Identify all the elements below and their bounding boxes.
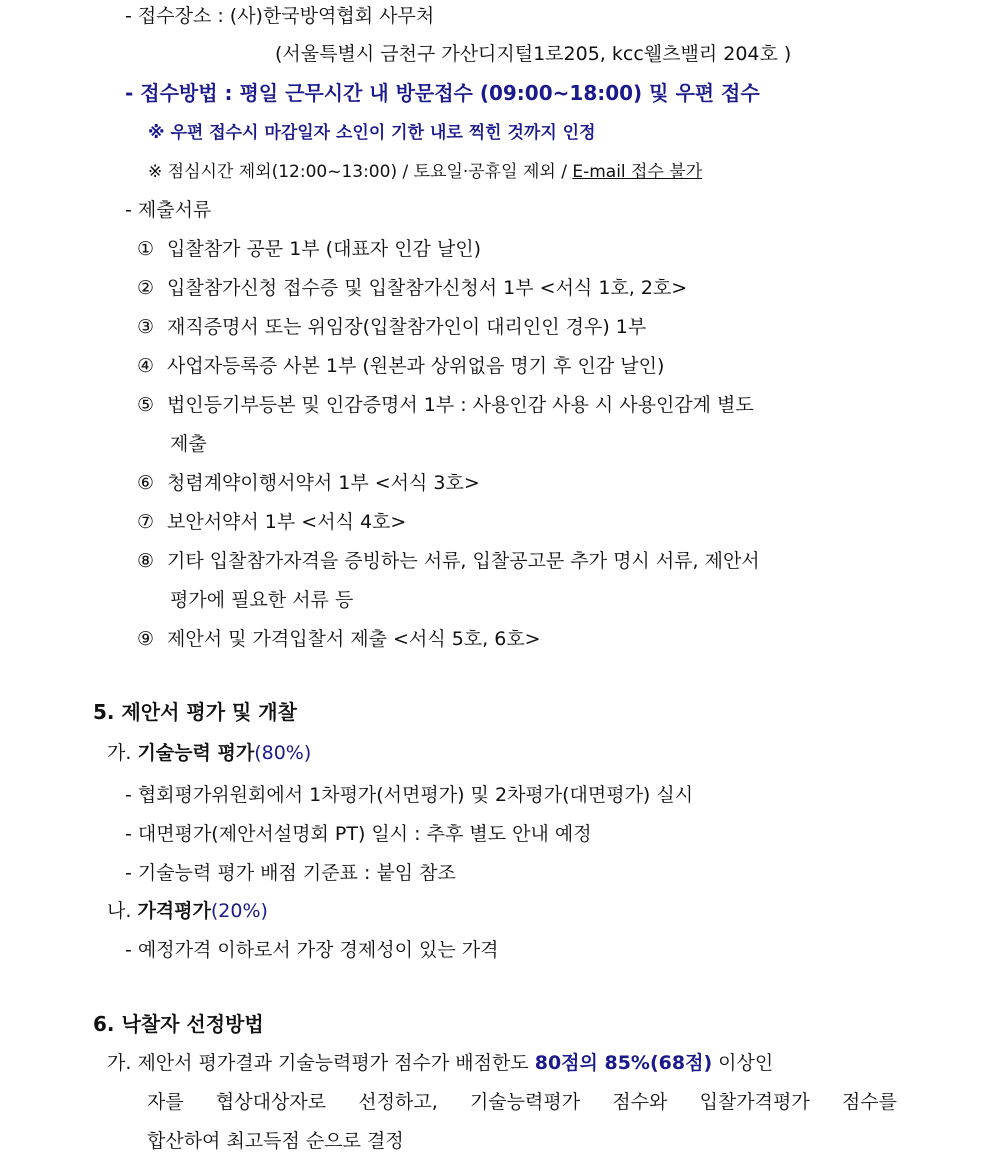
reception-address: (서울특별시 금천구 가산디지털1로205, kcc웰츠밸리 204호 ) xyxy=(275,43,792,65)
document-item-4 xyxy=(137,353,664,379)
document-item-8-continued: 평가에 필요한 서류 등 xyxy=(170,589,354,611)
section-6-a-text: 제안서 평가결과 기술능력평가 점수가 배점한도 xyxy=(137,1052,535,1074)
reception-note-lunch-text: ※ 점심시간 제외(12:00~13:00) / 토요일·공휴일 제외 / xyxy=(148,162,573,182)
document-number: ③ xyxy=(137,316,155,338)
section-5-title: 5. 제안서 평가 및 개찰 xyxy=(93,700,297,724)
document-item-8 xyxy=(137,548,760,574)
document-text: 청렴계약이행서약서 1부 <서식 3호> xyxy=(167,472,480,494)
document-text: 사업자등록증 사본 1부 (원본과 상위없음 명기 후 인감 날인) xyxy=(167,355,665,377)
document-item-3 xyxy=(137,314,646,340)
section-5-b-label: 나. xyxy=(107,900,138,922)
section-5-a-item-2: - 대면평가(제안서설명회 PT) 일시 : 추후 별도 안내 예정 xyxy=(125,823,592,845)
document-item-5-continued: 제출 xyxy=(170,433,207,455)
document-text: 기타 입찰참가자격을 증빙하는 서류, 입찰공고문 추가 명시 서류, 제안서 xyxy=(167,550,760,572)
section-5-a-label: 가. xyxy=(107,742,138,764)
document-item-5 xyxy=(137,392,754,418)
section-5-b-title: 가격평가 xyxy=(137,900,211,922)
document-number: ⑧ xyxy=(137,550,155,572)
document-text: 입찰참가 공문 1부 (대표자 인감 날인) xyxy=(167,238,482,260)
document-text: 제안서 및 가격입찰서 제출 <서식 5호, 6호> xyxy=(167,628,541,650)
document-number: ⑨ xyxy=(137,628,155,650)
section-5-a-title: 기술능력 평가 xyxy=(137,742,255,764)
section-5-b-item-1: - 예정가격 이하로서 가장 경제성이 있는 가격 xyxy=(125,939,499,961)
document-item-2 xyxy=(137,275,687,301)
document-number: ① xyxy=(137,238,155,260)
section-5-a-item-1: - 협회평가위원회에서 1차평가(서면평가) 및 2차평가(대면평가) 실시 xyxy=(125,784,694,806)
documents-title: - 제출서류 xyxy=(125,199,212,221)
section-5-a-item-3: - 기술능력 평가 배점 기준표 : 붙임 참조 xyxy=(125,862,456,884)
document-number: ④ xyxy=(137,355,155,377)
section-5-a xyxy=(107,740,311,766)
document-number: ⑥ xyxy=(137,472,155,494)
document-text: 입찰참가신청 접수증 및 입찰참가신청서 1부 <서식 1호, 2호> xyxy=(167,277,688,299)
section-5-b xyxy=(107,898,268,924)
email-not-accepted: E-mail 접수 불가 xyxy=(572,162,703,182)
reception-note-postal: ※ 우편 접수시 마감일자 소인이 기한 내로 찍힌 것까지 인정 xyxy=(148,123,596,143)
document-item-1 xyxy=(137,236,481,262)
document-item-9 xyxy=(137,626,541,652)
reception-method: - 접수방법 : 평일 근무시간 내 방문접수 (09:00~18:00) 및 우편 접수 xyxy=(125,81,760,105)
document-item-7 xyxy=(137,509,406,535)
section-5-a-percent: (80%) xyxy=(254,742,312,764)
document-text: 재직증명서 또는 위임장(입찰참가인이 대리인인 경우) 1부 xyxy=(167,316,647,338)
document-item-6 xyxy=(137,470,480,496)
section-5-b-percent: (20%) xyxy=(210,900,268,922)
document-text: 보안서약서 1부 <서식 4호> xyxy=(167,511,407,533)
section-6-a-line-3: 합산하여 최고득점 순으로 결정 xyxy=(147,1130,404,1152)
section-6-a-threshold: 80점의 85%(68점) xyxy=(534,1052,713,1074)
section-6-a-label: 가. xyxy=(107,1052,138,1074)
section-6-a-line-1 xyxy=(107,1050,897,1076)
document-number: ⑤ xyxy=(137,394,155,416)
document-number: ⑦ xyxy=(137,511,155,533)
document-text: 법인등기부등본 및 인감증명서 1부 : 사용인감 사용 시 사용인감계 별도 xyxy=(167,394,754,416)
document-number: ② xyxy=(137,277,155,299)
section-6-a-text-end: 이상인 xyxy=(712,1052,774,1074)
section-6-title: 6. 낙찰자 선정방법 xyxy=(93,1012,264,1036)
reception-note-lunch xyxy=(148,159,702,185)
section-6-a-line-2: 자를 협상대상자로 선정하고, 기술능력평가 점수와 입찰가격평가 점수를 xyxy=(147,1091,897,1113)
reception-place: - 접수장소 : (사)한국방역협회 사무처 xyxy=(125,5,435,27)
